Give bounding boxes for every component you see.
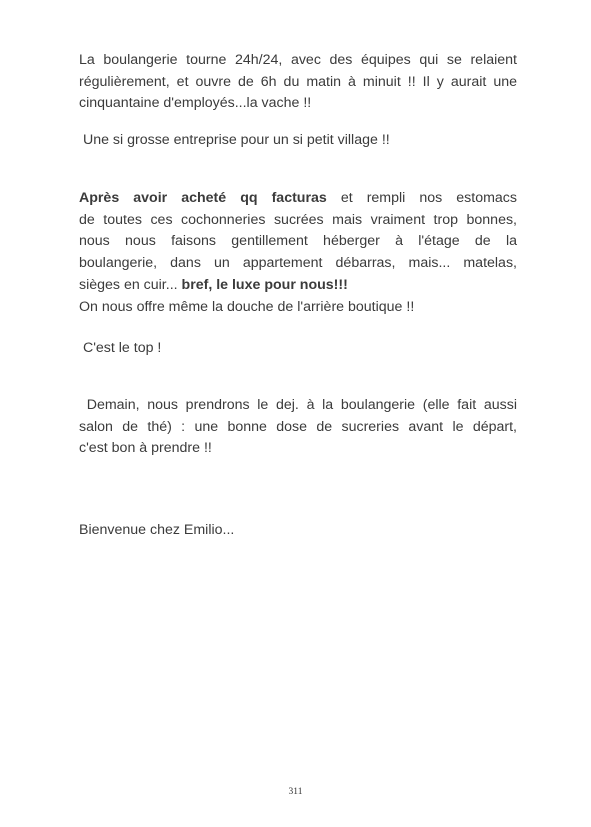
bold-phrase-luxury: bref, le luxe pour nous!!! (181, 276, 348, 293)
text-leather-seats: sièges en cuir... (79, 276, 182, 293)
paragraph-line-3: nous nous faisons gentillement héberger à l'étage de la (79, 233, 517, 250)
paragraph-line-tomorrow-3: c'est bon à prendre !! (79, 440, 212, 457)
paragraph-line-5 (79, 275, 517, 297)
paragraph-tomorrow (79, 395, 517, 460)
paragraph-bakery-hours: La boulangerie tourne 24h/24, avec des équipes qui se relaient régulièrement, et ouvre de 6h du matin à minuit !! Il y aurait une cinquantaine d'employés...la vache !! (79, 52, 517, 112)
paragraph-line-tomorrow-1: Demain, nous prendrons le dej. à la boulangerie (elle fait aussi (79, 397, 517, 413)
paragraph-after-buying (79, 188, 517, 318)
paragraph-its-the-top: C'est le top ! (79, 340, 162, 356)
paragraph-line-4: boulangerie, dans un appartement débarras, mais... matelas, (79, 255, 517, 272)
paragraph-welcome-emilio: Bienvenue chez Emilio... (79, 522, 235, 538)
page-number: 311 (288, 787, 303, 797)
bold-phrase-facturas: Après avoir acheté qq facturas (79, 190, 327, 206)
paragraph-line-2: de toutes ces cochonneries sucrées mais vraiment trop bonnes, (79, 211, 517, 228)
paragraph-line-tomorrow-2: salon de thé) : une bonne dose de sucreries avant le départ, (79, 418, 517, 435)
paragraph-line-shower: On nous offre même la douche de l'arrière boutique !! (79, 298, 415, 315)
paragraph-big-company: Une si grosse entreprise pour un si petit village !! (79, 132, 390, 148)
text-stomachs: et rempli nos estomacs (326, 190, 517, 206)
paragraph-line-1 (79, 188, 517, 210)
